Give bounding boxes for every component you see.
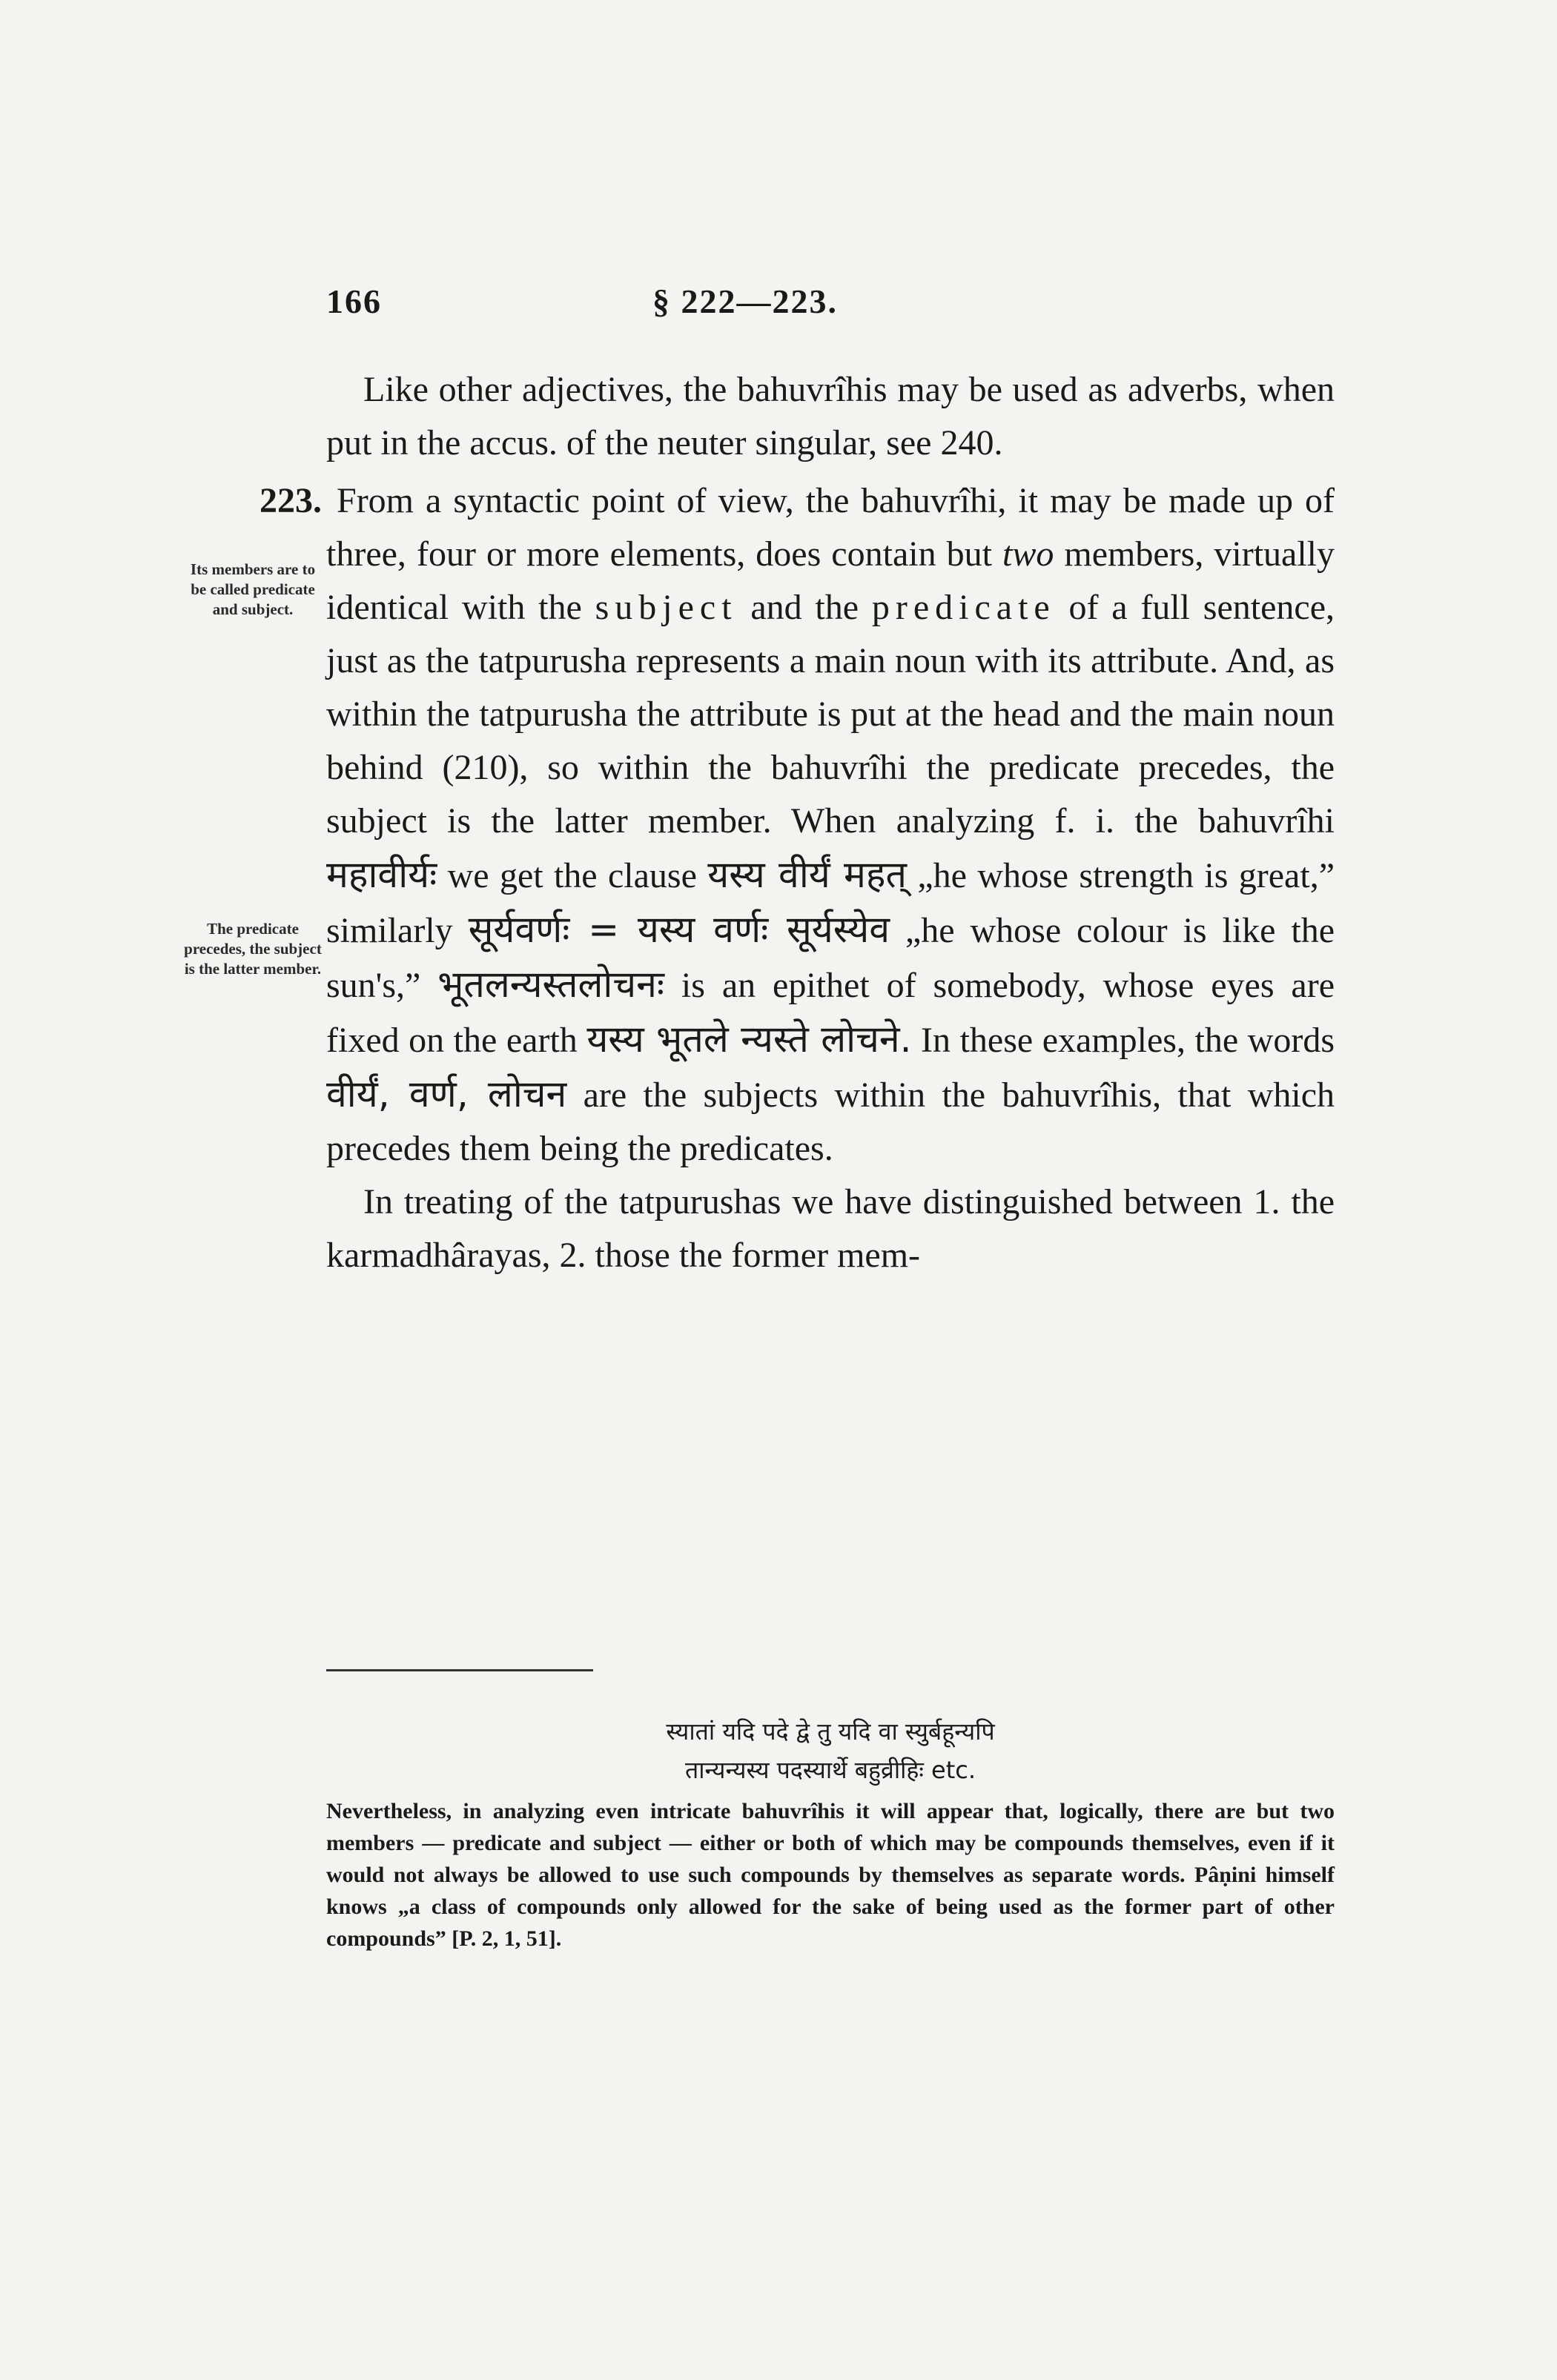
footnote-sanskrit-line-2: तान्यन्यस्य पदस्यार्थे बहुव्रीहिः etc. bbox=[684, 1756, 976, 1784]
paragraph-223: 223. From a syntactic point of view, the bahuvrîhi, it may be made up of three, four or more elements, does contain but two members, virtually identical with the subject and the predicate of a full sentence, just as the tatpurusha represents a main noun with its attribute. And, as within the tatpurusha the attribute is put at the head and the main noun behind (210), so within the bahuvrîhi the predicate precedes, the subject is the latter member. When analyzing f. i. the bahuvrîhi महावीर्यः we get the clause यस्य वीर्यं महत् „he whose strength is great,” similarly सूर्यवर्णः = यस्य वर्णः सूर्यस्येव „he whose colour is like the sun's,” भूतलन्यस्तलोचनः is an epithet of somebody, whose eyes are fixed on the earth यस्य भूतले न्यस्ते लोचने. In these examples, the words वीर्यं, वर्ण, लोचन are the subjects within the bahuvrîhis, that which precedes them being the predicates. bbox=[260, 481, 1335, 1168]
term-predicate: predicate bbox=[871, 588, 1056, 627]
sanskrit-clause-1: यस्य वीर्यं महत् bbox=[707, 853, 907, 896]
footnote-sanskrit-line-1: स्यातां यदि पदे द्वे तु यदि वा स्युर्बहून्यपि bbox=[666, 1717, 995, 1746]
section-range: § 222—223. bbox=[652, 282, 838, 320]
sanskrit-words: वीर्यं, वर्ण, लोचन bbox=[326, 1073, 567, 1116]
margin-note-members: Its members are to be called predicate and subject. bbox=[190, 560, 316, 618]
footnote bbox=[326, 1712, 1335, 1955]
sanskrit-clause-2: यस्य भूतले न्यस्ते लोचने. bbox=[586, 1018, 912, 1061]
sanskrit-mahaviryah: महावीर्यः bbox=[326, 853, 437, 896]
emphasis-two: two bbox=[1002, 534, 1054, 574]
paragraph-tatpurushas: In treating of the tatpurushas we have distinguished between 1. the karmadhârayas, 2. those the former mem- bbox=[326, 1182, 1335, 1275]
sanskrit-bhutala: भूतलन्यस्तलोचनः bbox=[437, 963, 664, 1006]
page-number: 166 bbox=[326, 282, 382, 320]
footnote-divider bbox=[326, 1669, 593, 1671]
sanskrit-suryavarna: सूर्यवर्णः = यस्य वर्णः सूर्यस्येव bbox=[468, 908, 890, 951]
term-subject: subject bbox=[595, 588, 738, 627]
section-number: 223. bbox=[260, 481, 322, 520]
main-text bbox=[260, 363, 1335, 1282]
paragraph-adverbs: Like other adjectives, the bahuvrîhis may be used as adverbs, when put in the accus. of the neuter singular, see 240. bbox=[326, 370, 1335, 463]
margin-note-predicate: The predicate precedes, the subject is the latter member. bbox=[184, 920, 322, 978]
footnote-text: Nevertheless, in analyzing even intricate bahuvrîhis it will appear that, logically, there are but two members — predicate and subject — either or both of which may be compounds themselves, even if it would not always be allowed to use such compounds by themselves as separate words. Pâṇini himself knows „a class of compounds only allowed for the sake of being used as the former part of other compounds” [P. 2, 1, 51]. bbox=[326, 1799, 1335, 1951]
